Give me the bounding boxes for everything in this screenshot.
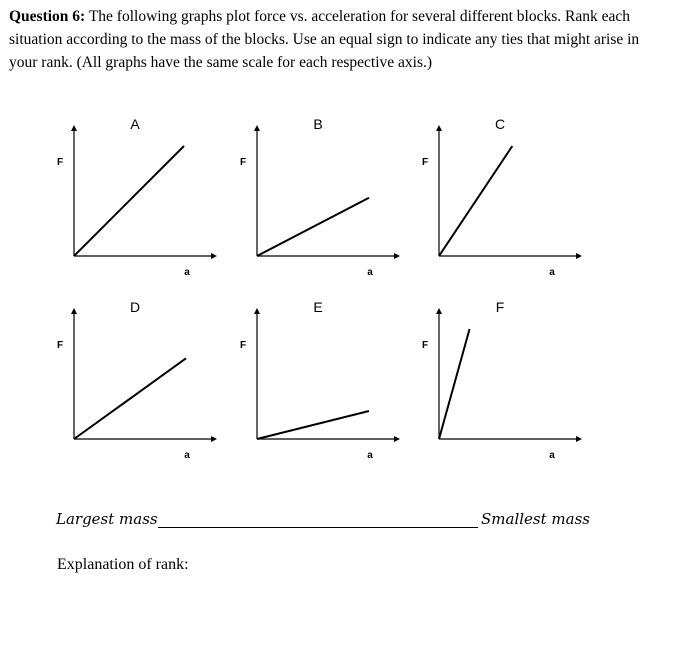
graph-c-label: C xyxy=(494,116,506,132)
graph-f-label: F xyxy=(495,299,505,315)
graph-e-data-line xyxy=(257,411,369,439)
graph-a-label: A xyxy=(130,116,140,132)
graph-d-x-axis-label: a xyxy=(184,450,190,461)
explanation-label: Explanation of rank: xyxy=(57,556,189,573)
graph-e-y-axis-label: F xyxy=(239,340,247,351)
graph-b-label: B xyxy=(313,116,323,132)
smallest-mass-label: Smallest mass xyxy=(481,510,590,528)
graph-b-x-axis-label: a xyxy=(367,267,373,278)
largest-mass-label: Largest mass xyxy=(56,510,158,528)
graph-f-y-axis-label: F xyxy=(421,340,429,351)
graph-e-x-axis-label: a xyxy=(367,450,373,461)
graph-d-data-line xyxy=(74,358,186,439)
question-number: Question 6: xyxy=(9,8,86,25)
graph-c-data-line xyxy=(439,146,512,256)
question-body: The following graphs plot force vs. acceleration for several different blocks. Rank each situation according to the mass of the blocks. Use an equal sign to indicate any ties that might arise in your rank. (All graphs have the same scale for each respective axis.) xyxy=(9,8,640,71)
graph-f-x-axis-label: a xyxy=(549,450,555,461)
graph-d-label: D xyxy=(129,299,141,315)
graph-d-y-axis-label: F xyxy=(56,340,64,351)
graph-c-y-axis-label: F xyxy=(421,157,429,168)
ranking-answer-line[interactable] xyxy=(158,527,478,528)
graph-b-y-axis-label: F xyxy=(239,157,247,168)
graph-e-label: E xyxy=(313,299,323,315)
graph-a-y-axis-label: F xyxy=(56,157,64,168)
graph-a-x-axis-label: a xyxy=(184,267,190,278)
graph-c-x-axis-label: a xyxy=(549,267,555,278)
graph-b-data-line xyxy=(257,198,369,256)
graph-a-data-line xyxy=(74,146,184,256)
graph-f-data-line xyxy=(439,329,470,439)
